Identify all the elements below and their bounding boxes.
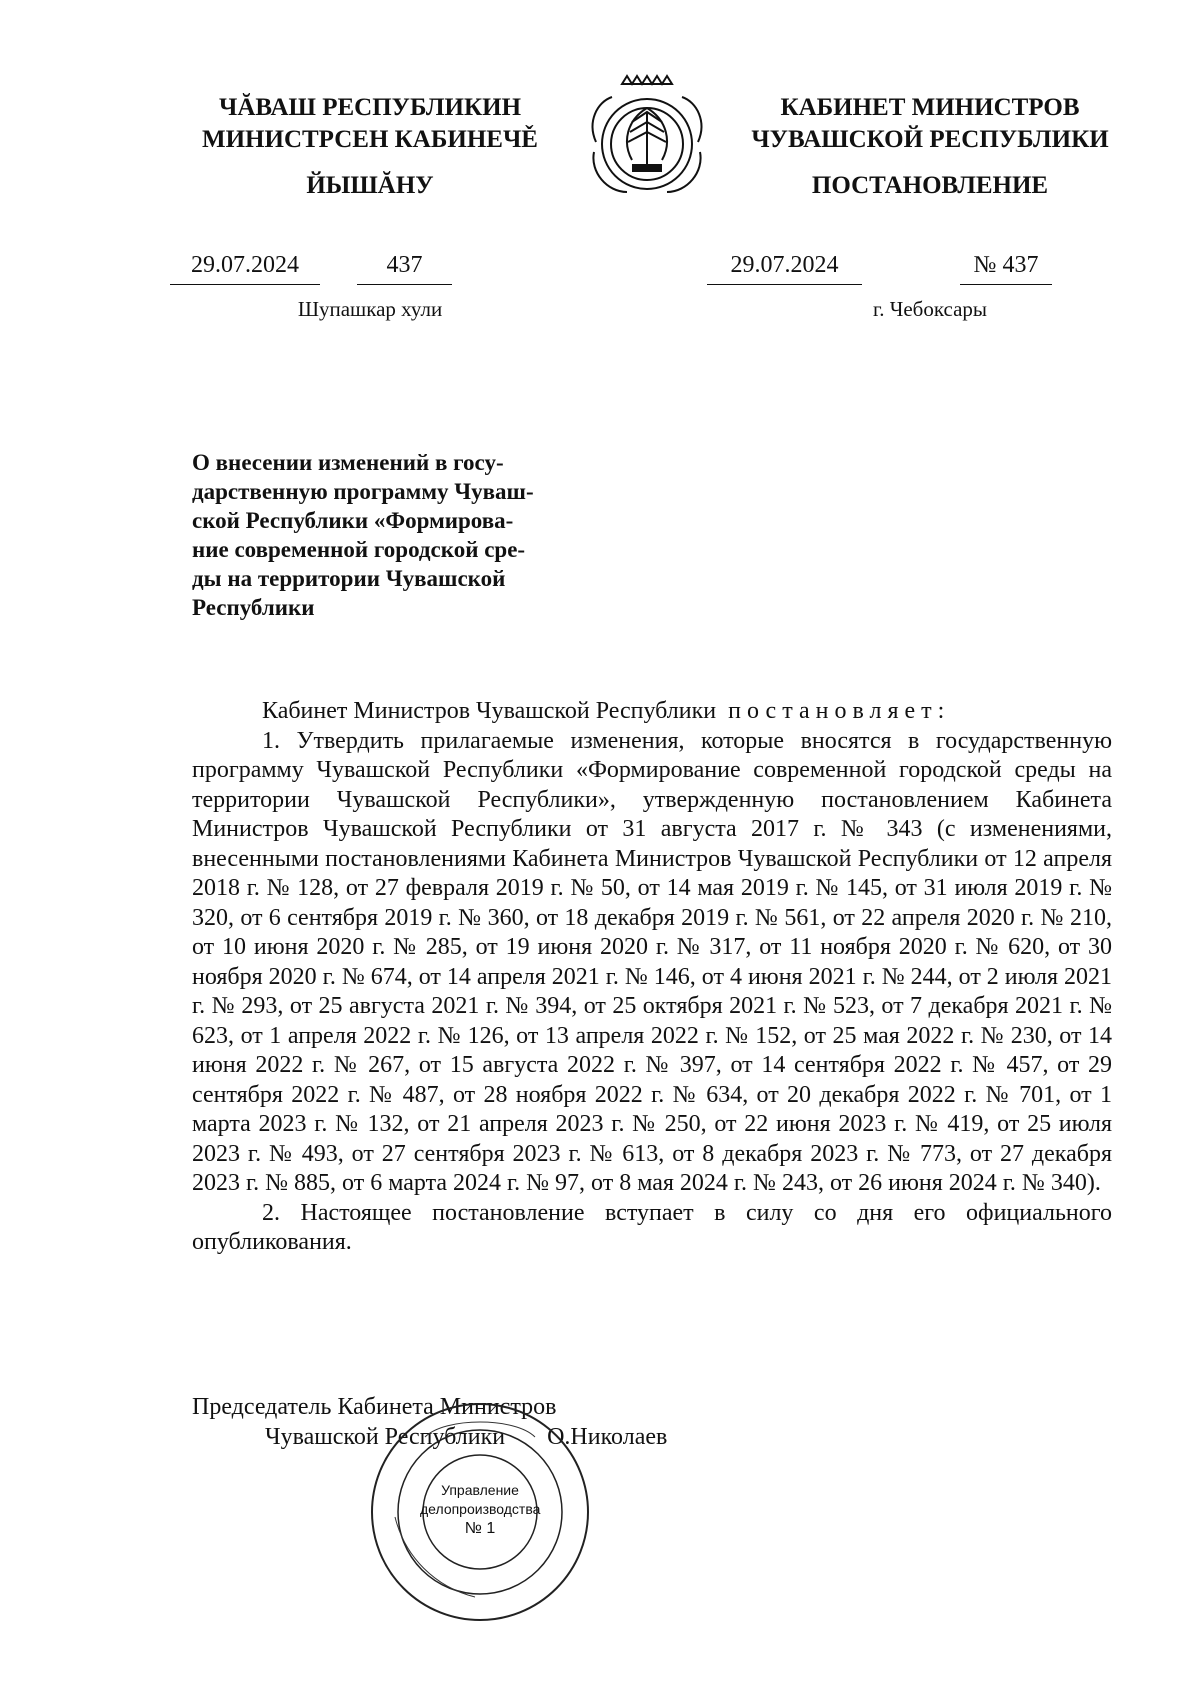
date-right: 29.07.2024 [707,250,862,285]
header-right-line2: ЧУВАШСКОЙ РЕСПУБЛИКИ [751,126,1109,153]
header-right-line1: КАБИНЕТ МИНИСТРОВ [780,94,1080,121]
signature-line1: Председатель Кабинета Министров [192,1394,557,1420]
preamble-text: Кабинет Министров Чувашской Республики [262,698,717,724]
document-body [192,697,1112,1258]
header-right-title [730,92,1130,156]
header-left-title [170,92,570,156]
title-line: ние современной городской сре- [192,537,526,562]
title-line: ской Республики «Формирова- [192,508,514,533]
title-line: дарственную программу Чуваш- [192,479,534,504]
paragraph-2: 2. Настоящее постановление вступает в силу со дня его официального опубликования. [192,1199,1112,1255]
number-right: № 437 [960,250,1052,285]
document-title [192,448,592,622]
stamp-seal [365,1397,595,1627]
emblem-icon [582,72,712,202]
signature-name: О.Николаев [547,1424,668,1450]
header-left-line1: ЧĂВАШ РЕСПУБЛИКИН [218,94,522,121]
stamp-line1: Управление [441,1482,519,1498]
stamp-line2: делопроизводства [420,1501,541,1517]
header-left-doc-type: ЙЫШĂНУ [306,172,434,199]
number-left: 437 [357,250,452,285]
stamp-line3: № 1 [464,1520,496,1537]
signature-line2: Чувашской Республики [265,1424,506,1450]
header-right-doc-type: ПОСТАНОВЛЕНИЕ [811,172,1049,199]
preamble-verb: постановляет: [728,698,951,724]
title-line: О внесении изменений в госу- [192,450,504,475]
date-left: 29.07.2024 [170,250,320,285]
header-left-line2: МИНИСТРСЕН КАБИНЕЧĚ [202,126,538,153]
title-line: Республики [192,595,315,620]
preamble [192,697,1112,727]
paragraph-1: 1. Утвердить прилагаемые изменения, которые вносятся в государственную программу Чувашской Республики «Формирование современной городской среды на территории Чувашской Республики», утвержденную постановлением Кабинета Министров Чувашской Республики от 31 августа 2017 г. № 343 (с изменениями, внесенными постановлениями Кабинета Министров Чувашской Республики от 12 апреля 2018 г. № 128, от 27 февраля 2019 г. № 50, от 14 мая 2019 г. № 145, от 31 июля 2019 г. № 320, от 6 сентября 2019 г. № 360, от 18 декабря 2019 г. № 561, от 22 апреля 2020 г. № 210, от 10 июня 2020 г. № 285, от 19 июня 2020 г. № 317, от 11 ноября 2020 г. № 620, от 30 ноября 2020 г. № 674, от 14 апреля 2021 г. № 146, от 4 июня 2021 г. № 244, от 2 июля 2021 г. № 293, от 25 августа 2021 г. № 394, от 25 октября 2021 г. № 523, от 7 декабря 2021 г. № 623, от 1 апреля 2022 г. № 126, от 13 апреля 2022 г. № 152, от 25 мая 2022 г. № 230, от 14 июня 2022 г. № 267, от 15 августа 2022 г. № 397, от 14 сентября 2022 г. № 457, от 29 сентября 2022 г. № 487, от 28 ноября 2022 г. № 634, от 20 декабря 2022 г. № 701, от 1 марта 2023 г. № 132, от 21 апреля 2023 г. № 250, от 22 июня 2023 г. № 419, от 25 июля 2023 г. № 493, от 27 сентября 2023 г. № 613, от 8 декабря 2023 г. № 773, от 27 декабря 2023 г. № 885, от 6 марта 2024 г. № 97, от 8 мая 2024 г. № 243, от 26 июня 2024 г. № 340). [192,727,1112,1196]
city-left: Шупашкар хули [297,297,443,321]
title-line: ды на территории Чувашской [192,566,506,591]
city-right: г. Чебоксары [872,297,988,321]
